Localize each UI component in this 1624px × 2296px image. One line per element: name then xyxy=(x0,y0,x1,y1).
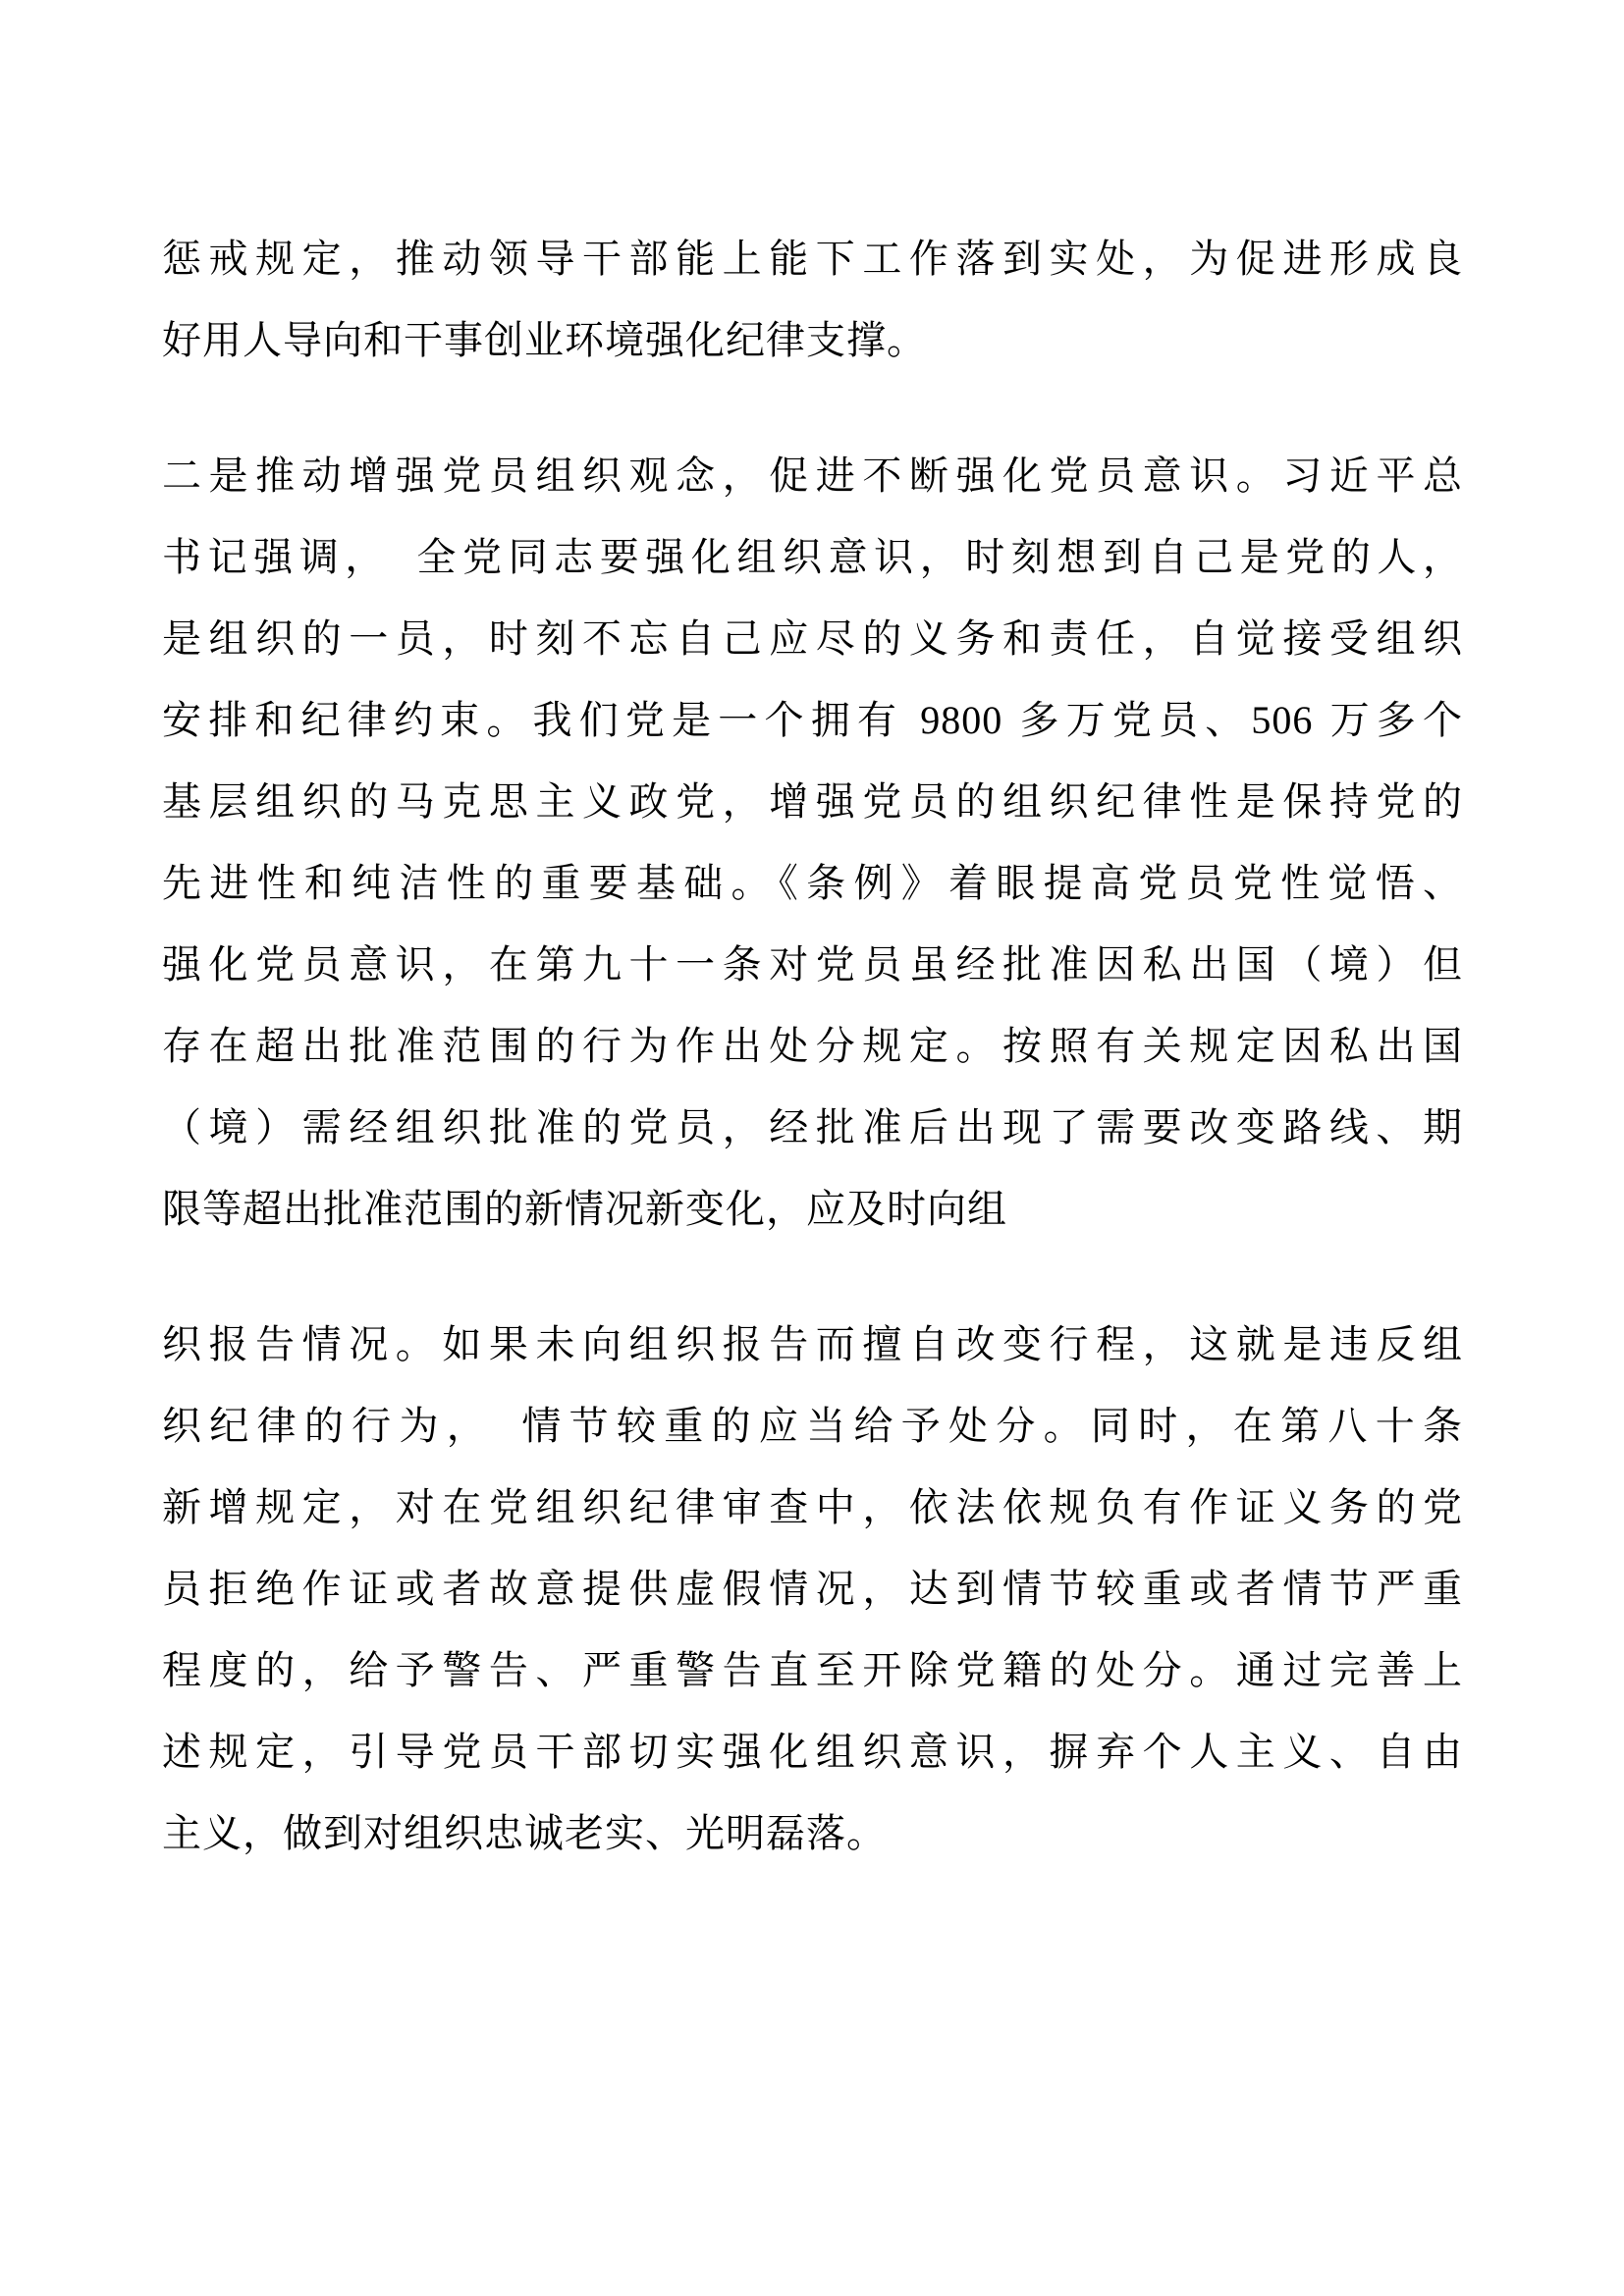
text-line: 书记强调， 全党同志要强化组织意识，时刻想到自己是党的人， xyxy=(162,535,1463,579)
text-line: 限等超出批准范围的新情况新变化，应及时向组 xyxy=(162,1187,1007,1231)
text-line: 新增规定，对在党组织纪律审查中，依法依规负有作证义务的党 xyxy=(162,1485,1463,1529)
text-line: 好用人导向和干事创业环境强化纪律支撑。 xyxy=(162,318,927,362)
text-line: 存在超出批准范围的行为作出处分规定。按照有关规定因私出国 xyxy=(162,1024,1463,1068)
text-line: （境）需经组织批准的党员，经批准后出现了需要改变路线、期 xyxy=(162,1105,1463,1149)
text-line: 织报告情况。如果未向组织报告而擅自改变行程，这就是违反组 xyxy=(162,1322,1463,1366)
text-line: 是组织的一员，时刻不忘自己应尽的义务和责任，自觉接受组织 xyxy=(162,616,1463,661)
text-line: 基层组织的马克思主义政党，增强党员的组织纪律性是保持党的 xyxy=(162,779,1463,824)
text-line: 强化党员意识，在第九十一条对党员虽经批准因私出国（境）但 xyxy=(162,942,1463,987)
text-line: 惩戒规定，推动领导干部能上能下工作落到实处，为促进形成良 xyxy=(162,237,1463,281)
text-line: 述规定，引导党员干部切实强化组织意识，摒弃个人主义、自由 xyxy=(162,1730,1463,1774)
text-line: 程度的，给予警告、严重警告直至开除党籍的处分。通过完善上 xyxy=(162,1648,1463,1692)
text-line: 主义，做到对组织忠诚老实、光明磊落。 xyxy=(162,1811,887,1855)
text-line: 先进性和纯洁性的重要基础。《条例》着眼提高党员党性觉悟、 xyxy=(162,861,1463,905)
paragraph-1 xyxy=(162,218,1463,381)
paragraph-3 xyxy=(162,1304,1463,1874)
text-line: 安排和纪律约束。我们党是一个拥有 9800 多万党员、506 万多个 xyxy=(162,698,1463,742)
text-line: 员拒绝作证或者故意提供虚假情况，达到情节较重或者情节严重 xyxy=(162,1567,1463,1611)
text-line: 织纪律的行为， 情节较重的应当给予处分。同时，在第八十条 xyxy=(162,1404,1463,1448)
text-line: 二是推动增强党员组织观念，促进不断强化党员意识。习近平总 xyxy=(162,454,1463,498)
paragraph-2 xyxy=(162,435,1463,1250)
